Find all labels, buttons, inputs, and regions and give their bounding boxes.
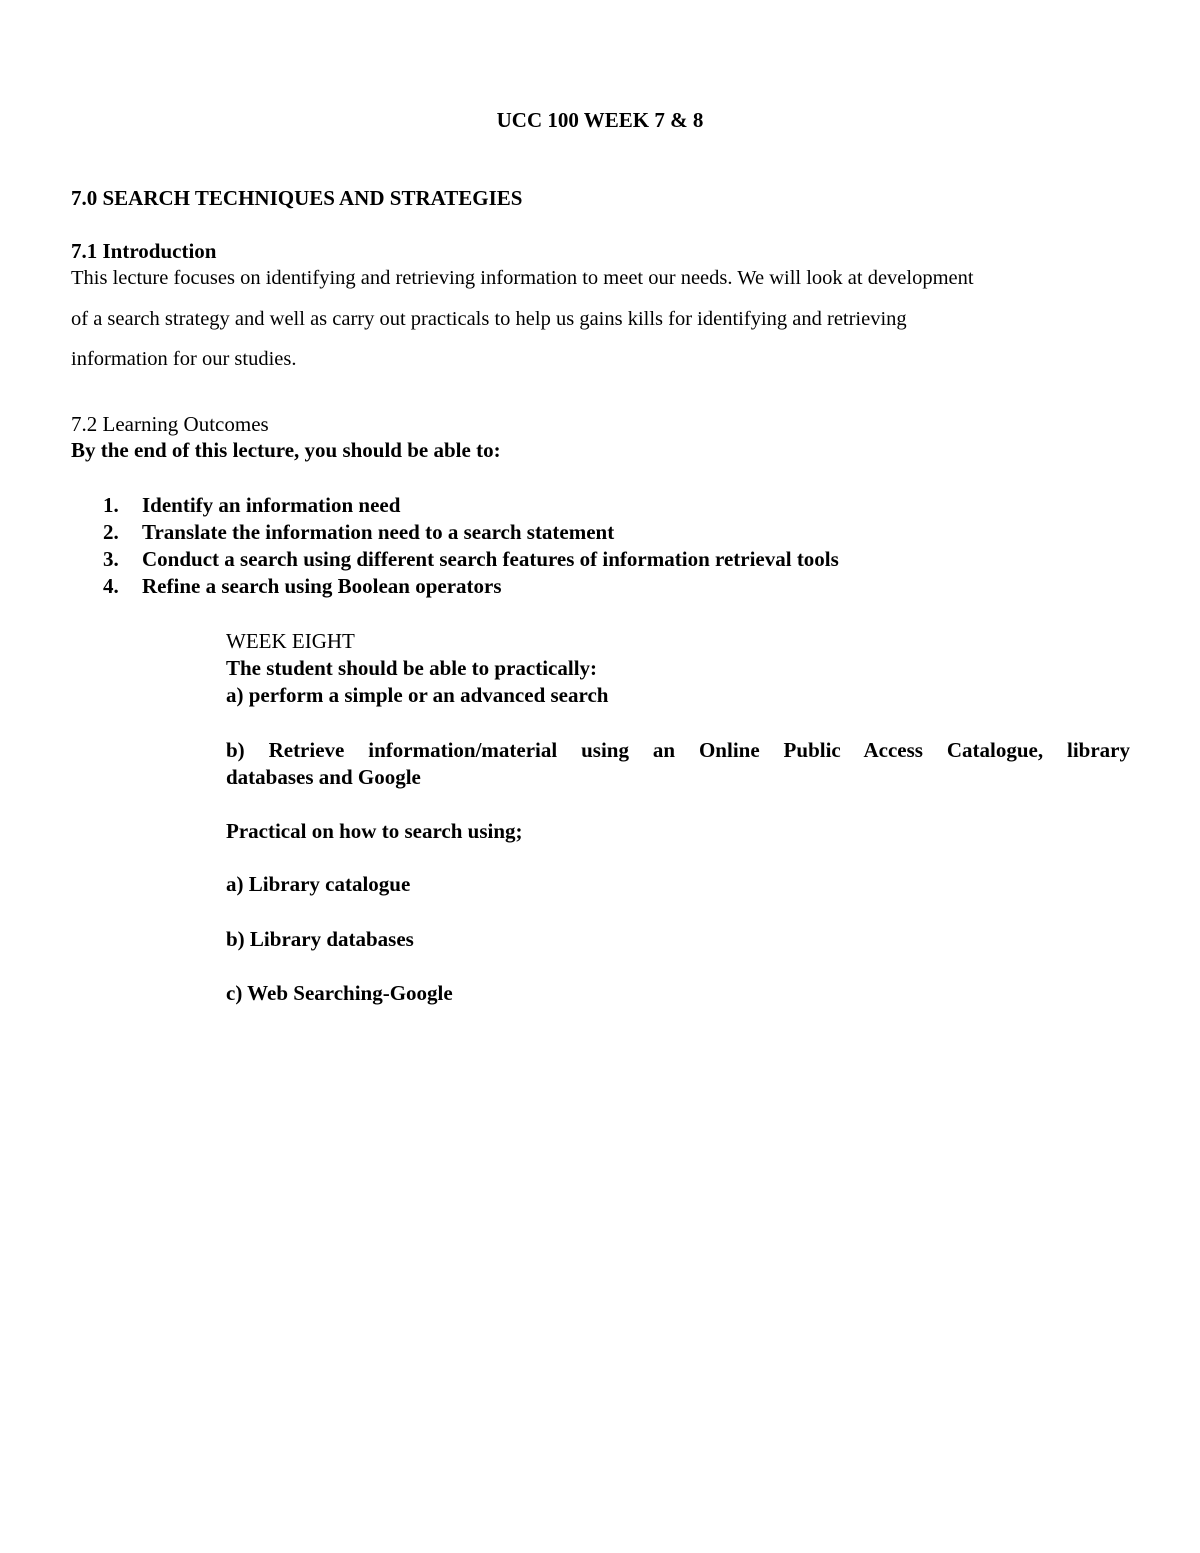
outcomes-heading: 7.2 Learning Outcomes	[71, 412, 269, 436]
list-item: Translate the information need to a search statement	[142, 520, 615, 544]
practical-lead: Practical on how to search using;	[226, 819, 523, 843]
list-item-number: 2.	[103, 520, 119, 544]
week-eight-heading: WEEK EIGHT	[226, 629, 355, 653]
list-item-number: 4.	[103, 574, 119, 598]
section-heading: 7.0 SEARCH TECHNIQUES AND STRATEGIES	[71, 186, 523, 210]
practical-item: c) Web Searching-Google	[226, 981, 453, 1005]
intro-line-3: information for our studies.	[71, 348, 297, 370]
intro-heading: 7.1 Introduction	[71, 239, 217, 263]
list-item: Identify an information need	[142, 493, 401, 517]
outcomes-lead: By the end of this lecture, you should be able to:	[71, 438, 501, 462]
list-item-number: 1.	[103, 493, 119, 517]
week-eight-item-b-line-2: databases and Google	[226, 765, 421, 789]
document-title: UCC 100 WEEK 7 & 8	[496, 108, 704, 132]
practical-item: a) Library catalogue	[226, 872, 411, 896]
list-item: Conduct a search using different search features of information retrieval tools	[142, 547, 839, 571]
practical-item: b) Library databases	[226, 927, 414, 951]
week-eight-item-a: a) perform a simple or an advanced search	[226, 683, 609, 707]
list-item: Refine a search using Boolean operators	[142, 574, 502, 598]
week-eight-lead: The student should be able to practically:	[226, 656, 598, 680]
list-item-number: 3.	[103, 547, 119, 571]
intro-line-2: of a search strategy and well as carry out practicals to help us gains kills for identifying and retrieving	[71, 308, 907, 330]
intro-line-1: This lecture focuses on identifying and retrieving information to meet our needs. We will look at development	[71, 267, 974, 289]
week-eight-item-b-line-1: b) Retrieve information/material using an Online Public Access Catalogue, library	[226, 738, 1130, 762]
